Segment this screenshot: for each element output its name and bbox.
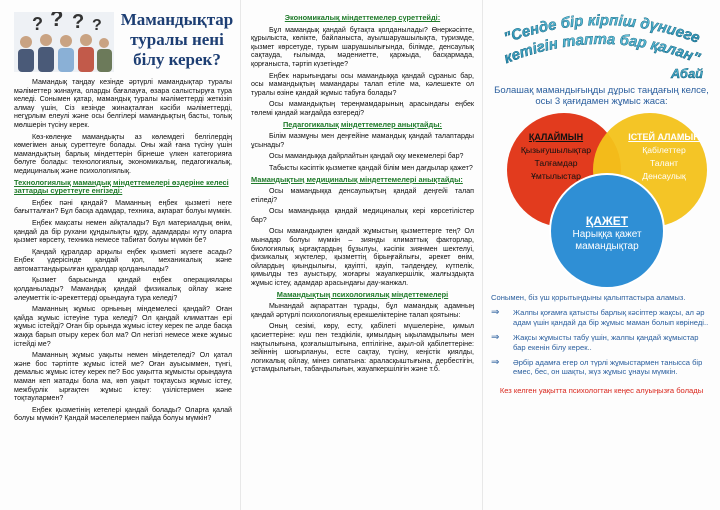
lead-text: Болашақ мамандығыңды дұрыс таңдағың келсе, осы 3 қағидамен жұмыс жаса:	[494, 85, 709, 107]
arrow-right-icon: ⇒	[491, 332, 500, 344]
header-block	[14, 6, 232, 74]
svg-text:?: ?	[72, 12, 85, 33]
circle-can-text	[623, 131, 705, 183]
closing-note: Кез келген уақытта психологтан кеңес алуыңызға болады	[499, 385, 704, 395]
svg-text:?: ?	[92, 17, 102, 34]
svg-text:?: ?	[32, 14, 43, 34]
conclusions-intro: Сонымен, біз үш қорытындыны қалыптастыра аламыз.	[491, 293, 686, 302]
paragraph: Осы мамандықпен қандай жұмыстың қызметтерге тең? Ол мынадар болуы мүмкін – зиянды климаттық факторлар, биологиялық ырғақтардың бұзылуы, кәсіпік зиянмен шектелуі, физикалық жүктелер, қызметтің бірыңғайлығы, әрекет өнім, ойлардың қиындылығы, қауіпті, қауіп, тәлдеңдеу, күтпелік, қимылды тез ауыстыру, жоғарғы жауапкершілік, жалғыздықта жұмыс істеу, адамдар арасындағы дау-жанжал.	[251, 227, 474, 288]
list-item	[491, 358, 712, 377]
list-item-text: Әрбір адамға егер ол түрлі жұмыстармен танысса бір емес, бес, он шақты, жүз жұмыс ұнауы мүмкін.	[513, 358, 703, 377]
can-item: Талант	[649, 158, 679, 168]
column-right	[482, 0, 720, 510]
arrow-right-icon: ⇒	[491, 307, 500, 319]
main-title: Мамандықтар туралы нені білу керек?	[120, 10, 234, 69]
need-sub-1: Нарыққа қажет	[572, 229, 642, 240]
paragraph: Еңбек мақсаты немен айқталады? Бұл материалдық өнім, қандай да бір рухани құндылықты құру, адамдарды күту оларға қызмет көрсету, техника немесе табиғат болуы мүмкін бе?	[14, 218, 232, 245]
abai-quote-arc	[491, 6, 713, 82]
list-item	[491, 308, 712, 327]
paragraph: Еңбек қызметінің кетелері қандай болады? Оларға қалай болуы мүмкін? Қандай мәселелермен пайда болуы мүмкін?	[14, 405, 232, 423]
want-item: Талғамдар	[534, 158, 578, 168]
paragraph: Маманның жұмыс орнының міндемелесі қандай? Оған қайда жұмыс істеуіне тура келеді? Ол қандай климаттан ері жұмыс істейді? Оған бір орында жұмыс істеу керек пе әлде басқа жаққа барып отыру керек бол ма? Ол негізгі немесе жеке жұмыс істейді ме?	[14, 305, 232, 348]
want-heading: ҚАЛАЙМЫН	[528, 132, 584, 142]
want-item: Қызығушылықтар	[520, 145, 592, 155]
paragraph: Мамандық таңдау кезінде әртүрлі мамандықтар туралы мәліметтер жинауға, оларды бағалауға, өзара салыстыруға тура келеді. Сонымен қатар, мамандық туралы мәліметтерді жеткізіп алмау үшін, Сіз кезінде жинақталған кәсіби мәліметтерді, негұрлым елеулі және осы белгілері мамандықтың басты, толық мөлшерін түсіну керек.	[14, 78, 232, 129]
paragraph: Оның сезімі, көру, есту, қабілеті мүшелеріне, қимыл қасиеттеріне: күш пен тездікілік, қимылдың ықыламдылығы мен нақтылығына, қозғалыштығына, ептілігіне, ақыл-ой қабілеттеріне: зейіннің шоғырлануы, есте сақтау, түсіну, кеңістік қиялды, логикалық ойлау, мінез сипатына: араласқыштығына, дербестігін, ұстамдылығын, табандылығын, жауапкершілігін және т.б.	[251, 322, 474, 374]
conclusions-block	[491, 293, 712, 377]
circle-want-text	[513, 131, 599, 183]
column-middle	[240, 0, 480, 510]
column-left	[0, 0, 238, 510]
paragraph: Табысты кәсіптік қызметке қандай білім мен дағдылар қажет?	[269, 163, 473, 172]
need-sub-2: мамандықтар	[575, 241, 639, 252]
section-heading-pedagogical: Педагогикалық міндеттемелер анықтайды:	[282, 119, 443, 129]
can-heading: ІСТЕЙ АЛАМЫН	[628, 132, 700, 142]
paragraph: Бұл мамандық қандай бұтақта қолданылады? Өнеркәсіпте, құрылыста, көлікте, байланыста, ауылшаруашылықта, туризмде, қызмет көрсетуде, турым шаруашылығында, білімде, денсаулық сақтауда, ғылымда, мәдениетте, қаржыда, басқармада, қорғаныста, тәртіп күзетінде?	[251, 25, 474, 68]
arrow-right-icon: ⇒	[491, 357, 500, 369]
paragraph: Еңбек пәні қандай? Маманның еңбек қызметі неге бағытталған? Бұл басқа адамдар, техника, ақпарат болуы мүмкін.	[14, 198, 232, 216]
paragraph: Осы мамандықтың тереңмамдарының арасындағы еңбек төлемі қандай жағдайда өзгереді?	[251, 100, 474, 117]
paragraph: Маманның жұмыс уақыты немен міндетеледі? Ол қатал және бос тәртіпте жұмыс істей ме? Оған ауысыммен, түнгі, демалыс жұмыс істеу керек пе? Бос уақытта жұмысты орындауға маман кеп жатады бола ма, көп уақыт тоқтаусыз жұмыс істеу, межбүрлік ырғақтен жұмыс істеу: үзілістермен және тоқтаулармен?	[14, 351, 232, 403]
people-question-illustration	[14, 12, 114, 72]
section-heading-economic: Экономикалық міндеттемелер суреттейді:	[284, 13, 441, 22]
paragraph: Білім мазмұны мен деңгейіне мамандық қандай талаптарды ұсынады?	[251, 132, 474, 149]
paragraph: Қызмет барысында қандай еңбек операциялары қолданылады? Мамандық қандай физикалық ойлау және әлеуметтік іс-әрекеттерді орындауға тура келеді?	[14, 276, 232, 302]
want-item: Ұмтылыстар	[531, 171, 581, 181]
section-heading-technological: Технологиялық мамандық міндеттемелері өздеріне келесі заттарды суреттеуге енгізеді:	[14, 177, 229, 196]
paragraph: Көз-көлеңке мамандықты аз көлемдегі белгілердің көмегімен анық суреттеуге болады. Оны жай ғана түсіну үшін мамандықтың барлық міндеттерін бірнеше үлкен категорияға бөлуге болады: технологиялық, экономикалық, педагогикалық, медициналық және психологиялық.	[14, 132, 232, 175]
paragraph: Қандай құралдар арқылы еңбек қызметі жүзеге асады? Еңбек үдерісінде қандай қол, механикалық және автоматтандырылған құралдар қолданылады?	[14, 247, 232, 273]
three-rules-venn-diagram	[491, 109, 713, 289]
can-item: Қабілеттер	[642, 145, 686, 155]
list-item-text: Жалпы қоғамға қатысты барлық кәсіптер жақсы, ал әр адам үшін қандай да бір жұмыс маман болып көрінеді..	[513, 308, 709, 327]
quote-line-1: "Сенде бір кірпіш дүниеге	[501, 11, 703, 47]
list-item	[491, 333, 712, 352]
paragraph: Осы мамандыққа дайрлайтын қандай оқу мекемелері бар?	[269, 152, 464, 161]
paragraph: Осы мамандыққа қандай медициналық кері көрсетілістер бар?	[251, 207, 474, 224]
list-item-text: Жақсы жұмысты табу үшін, жалпы қандай жұмыстар бар екенін білу керек..	[513, 333, 699, 352]
svg-text:?: ?	[50, 12, 64, 31]
paragraph: Осы мамандыққа денсаулықтың қандай деңгейі талап етіледі?	[251, 187, 474, 204]
quote-line-2: кетігін тапта бар қалан"	[501, 30, 703, 68]
quote-author: Абай	[670, 66, 704, 81]
section-heading-psychological: Мамандықтың психологиялық міндеттемелері	[276, 289, 449, 299]
section-heading-medical: Мамандықтың медициналық міндеттемелері анықтайды:	[251, 174, 463, 184]
need-heading: ҚАЖЕТ	[585, 214, 629, 228]
circle-need-text	[553, 213, 661, 253]
paragraph: Мынандай ақпараттан тұрады, бұл мамандық адамның қандай әртүрлі психологиялық ерекшеліктеріне талап қоятыны:	[251, 302, 474, 319]
can-item: Денсаулық	[642, 171, 686, 181]
paragraph: Еңбек нарығындағы осы мамандыққа қандай сұраныс бар, осы мамандықтың мамандары талап етіле ма, кәлешекте ол туралы өзіне қандай жұмыс табуға болады?	[251, 71, 474, 97]
